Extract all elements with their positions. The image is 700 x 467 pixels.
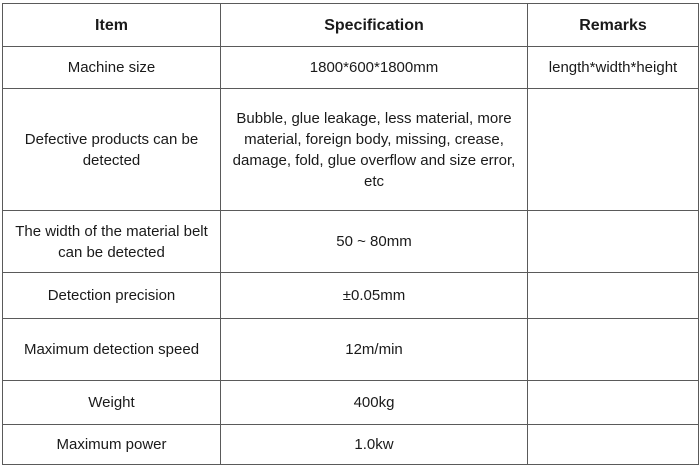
cell-remarks	[528, 319, 699, 381]
cell-specification: 12m/min	[221, 319, 528, 381]
cell-specification: Bubble, glue leakage, less material, more material, foreign body, missing, crease, damage, fold, glue overflow and size error, etc	[221, 89, 528, 211]
cell-item: The width of the material belt can be detected	[3, 211, 221, 273]
specification-table	[2, 3, 699, 465]
cell-remarks: length*width*height	[528, 47, 699, 89]
cell-item: Machine size	[3, 47, 221, 89]
cell-specification: 50 ~ 80mm	[221, 211, 528, 273]
table-row	[3, 273, 699, 319]
cell-specification: 1800*600*1800mm	[221, 47, 528, 89]
cell-item: Detection precision	[3, 273, 221, 319]
header-item: Item	[3, 4, 221, 47]
cell-remarks	[528, 211, 699, 273]
table-row	[3, 425, 699, 465]
table-row	[3, 381, 699, 425]
cell-item: Weight	[3, 381, 221, 425]
cell-item: Maximum detection speed	[3, 319, 221, 381]
table-header-row	[3, 4, 699, 47]
header-specification: Specification	[221, 4, 528, 47]
table-row	[3, 211, 699, 273]
cell-item: Maximum power	[3, 425, 221, 465]
cell-remarks	[528, 89, 699, 211]
cell-remarks	[528, 381, 699, 425]
table-row	[3, 319, 699, 381]
cell-specification: ±0.05mm	[221, 273, 528, 319]
table-row	[3, 47, 699, 89]
cell-specification: 400kg	[221, 381, 528, 425]
cell-item: Defective products can be detected	[3, 89, 221, 211]
cell-remarks	[528, 425, 699, 465]
table-row	[3, 89, 699, 211]
header-remarks: Remarks	[528, 4, 699, 47]
cell-specification: 1.0kw	[221, 425, 528, 465]
cell-remarks	[528, 273, 699, 319]
